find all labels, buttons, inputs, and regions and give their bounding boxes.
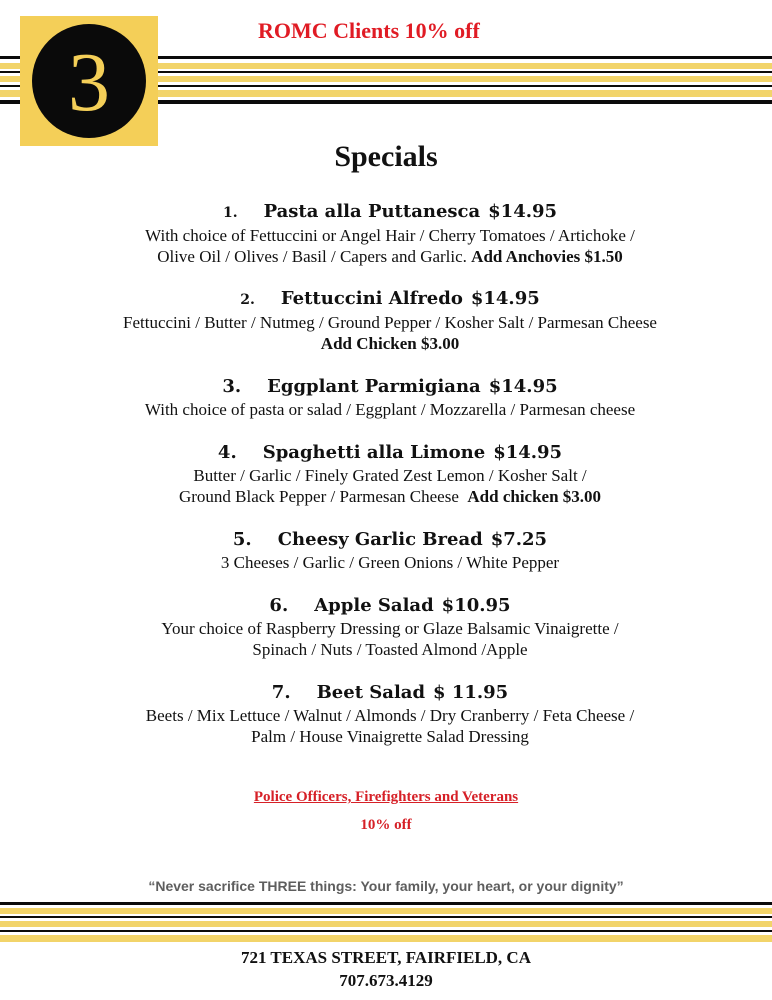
menu-item [40, 200, 740, 267]
item-price: $14.95 [493, 442, 563, 463]
item-price: $10.95 [441, 595, 511, 616]
menu-item [40, 528, 740, 573]
discount-heading [0, 789, 772, 806]
item-description-line: Olive Oil / Olives / Basil / Capers and Garlic. [157, 247, 467, 266]
item-number: 6. [269, 595, 289, 616]
logo-circle [32, 24, 146, 138]
item-description-line: Beets / Mix Lettuce / Walnut / Almonds / Dry Cranberry / Feta Cheese / [145, 706, 635, 725]
item-description-line: Your choice of Raspberry Dressing or Glaze Balsamic Vinaigrette / [161, 619, 619, 638]
item-description [40, 225, 740, 267]
item-heading [40, 200, 740, 225]
item-description [40, 705, 740, 747]
menu-item [40, 375, 740, 420]
item-description-line: With choice of Fettuccini or Angel Hair / Cherry Tomatoes / Artichoke / [145, 226, 635, 245]
item-description-line: With choice of pasta or salad / Eggplant / Mozzarella / Parmesan cheese [144, 400, 636, 419]
item-description [40, 465, 740, 507]
item-number: 4. [217, 442, 237, 463]
item-description [40, 552, 740, 573]
item-name: Beet Salad [316, 682, 426, 703]
item-name: Spaghetti alla Limone [262, 442, 486, 463]
item-number: 7. [271, 682, 291, 703]
item-description-line: Spinach / Nuts / Toasted Almond /Apple [252, 640, 528, 659]
item-name: Pasta alla Puttanesca [263, 201, 481, 222]
item-number: 5. [232, 529, 252, 550]
menu-item [40, 287, 740, 354]
item-description [40, 312, 740, 354]
item-name: Apple Salad [314, 595, 434, 616]
item-price: $7.25 [490, 529, 548, 550]
item-description-line: 3 Cheeses / Garlic / Green Onions / White Pepper [220, 553, 560, 572]
page-title: Specials [334, 140, 438, 173]
item-name: Eggplant Parmigiana [267, 376, 481, 397]
item-heading [40, 375, 740, 399]
item-description-line: Fettuccini / Butter / Nutmeg / Ground Pepper / Kosher Salt / Parmesan Cheese [123, 313, 657, 332]
item-description-line: Butter / Garlic / Finely Grated Zest Lemon / Kosher Salt / [193, 466, 587, 485]
item-price: $ 11.95 [433, 682, 509, 703]
promo-banner: ROMC Clients 10% off [258, 18, 480, 43]
item-heading [40, 287, 740, 312]
discount-text: Police Officers, Firefighters and Veterans [253, 789, 519, 805]
item-description [40, 618, 740, 660]
item-description [40, 399, 740, 420]
menu-item [40, 681, 740, 747]
logo [20, 16, 158, 146]
item-name: Fettuccini Alfredo [280, 288, 463, 309]
logo-number: 3 [68, 36, 110, 129]
item-price: $14.95 [488, 376, 558, 397]
item-heading [40, 441, 740, 465]
address: 721 TEXAS STREET, FAIRFIELD, CA [240, 948, 531, 967]
item-number: 1. [222, 205, 238, 221]
item-heading [40, 528, 740, 552]
item-addon: Add Chicken $3.00 [320, 334, 460, 353]
menu-item [40, 441, 740, 507]
discount-amount: 10% off [360, 817, 412, 833]
item-number: 3. [222, 376, 242, 397]
item-addon: Add Anchovies $1.50 [471, 247, 623, 266]
phone-number: 707.673.4129 [339, 971, 433, 990]
item-number: 2. [240, 292, 255, 308]
item-heading [40, 681, 740, 705]
menu-item [40, 594, 740, 660]
item-price: $14.95 [488, 201, 558, 222]
item-description-line: Ground Black Pepper / Parmesan Cheese [178, 487, 459, 506]
item-description-line: Palm / House Vinaigrette Salad Dressing [251, 727, 529, 746]
item-price: $14.95 [470, 288, 540, 309]
item-name: Cheesy Garlic Bread [277, 529, 483, 550]
item-addon: Add chicken $3.00 [467, 487, 602, 506]
quote: “Never sacrifice THREE things: Your family, your heart, or your dignity” [148, 878, 624, 894]
item-heading [40, 594, 740, 618]
